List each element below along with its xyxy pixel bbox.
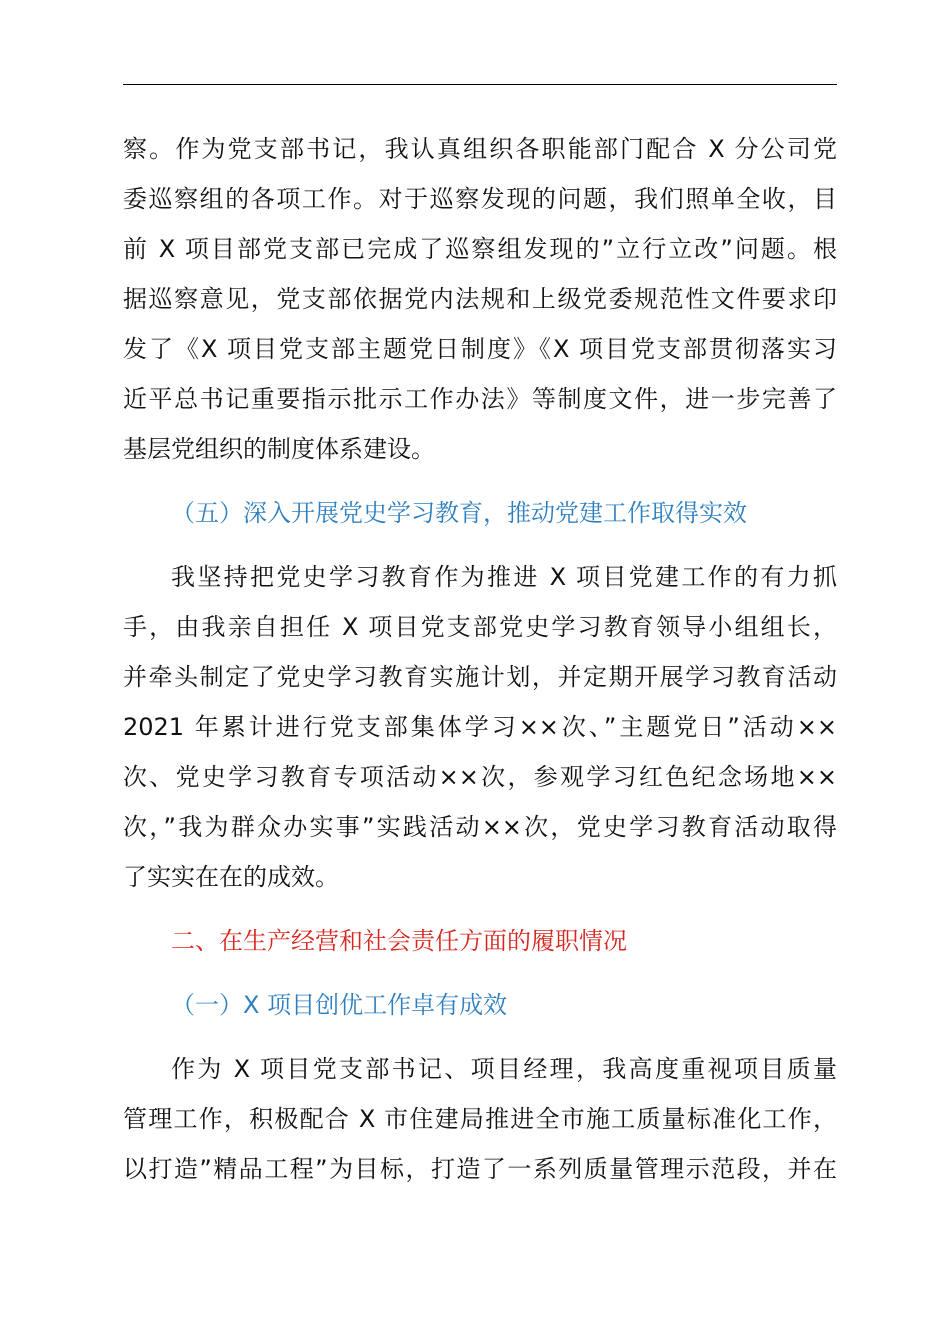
text-line: 委巡察组的各项工作。对于巡察发现的问题，我们照单全收，目 [123,185,837,213]
chapter-heading-2: 二、在生产经营和社会责任方面的履职情况 [171,927,627,955]
text-line: 近平总书记重要指示批示工作办法》等制度文件，进一步完善了 [123,385,837,413]
section-heading-1: （一）X 项目创优工作卓有成效 [171,991,508,1019]
text-line: 管理工作，积极配合 X 市住建局推进全市施工质量标准化工作， [123,1105,837,1133]
text-line: 作为 X 项目党支部书记、项目经理，我高度重视项目质量 [171,1055,837,1083]
text-line: 基层党组织的制度体系建设。 [123,435,435,463]
section-heading-5: （五）深入开展党史学习教育，推动党建工作取得实效 [171,499,747,527]
text-line: 次，”我为群众办实事”实践活动××次，党史学习教育活动取得 [123,813,837,841]
document-page [123,124,837,1194]
text-line: 并牵头制定了党史学习教育实施计划，并定期开展学习教育活动 [123,663,837,691]
text-line: 了实实在在的成效。 [123,863,339,891]
paragraph-inspection [123,124,837,474]
text-line: 前 X 项目部党支部已完成了巡察组发现的”立行立改”问题。根 [123,235,837,263]
text-line: 据巡察意见，党支部依据党内法规和上级党委规范性文件要求印 [123,285,837,313]
paragraph-party-history [123,552,837,902]
text-line: 手，由我亲自担任 X 项目党支部党史学习教育领导小组组长， [123,613,837,641]
text-line: 察。作为党支部书记，我认真组织各职能部门配合 X 分公司党 [123,135,837,163]
paragraph-project-quality [123,1044,837,1194]
header-rule [123,84,837,85]
text-line: 次、党史学习教育专项活动××次，参观学习红色纪念场地×× [123,763,837,791]
text-line: 2021 年累计进行党支部集体学习××次、”主题党日”活动×× [123,713,837,741]
text-line: 以打造”精品工程”为目标，打造了一系列质量管理示范段，并在 [123,1155,837,1183]
text-line: 发了《X 项目党支部主题党日制度》《X 项目党支部贯彻落实习 [123,335,837,363]
text-line: 我坚持把党史学习教育作为推进 X 项目党建工作的有力抓 [171,563,837,591]
